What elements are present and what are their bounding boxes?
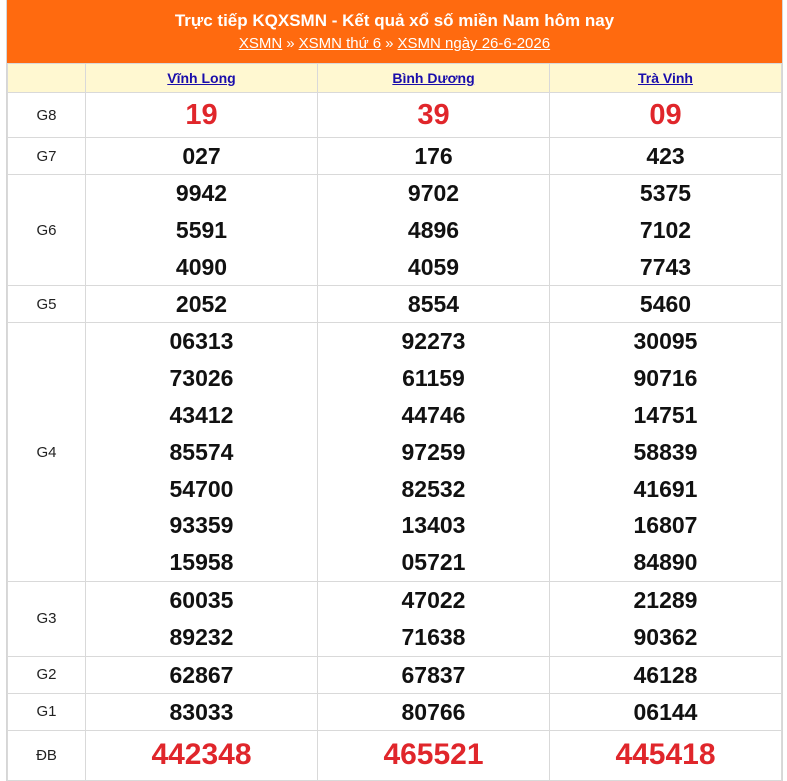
result-number: 39 — [417, 99, 450, 131]
result-number: 61159 — [402, 365, 465, 392]
result-number: 71638 — [401, 623, 466, 650]
result-number: 4059 — [407, 253, 460, 280]
breadcrumb-xsmn-thu6-link[interactable]: XSMN thứ 6 — [298, 35, 382, 52]
result-number: 84890 — [633, 549, 698, 576]
result-number: 92273 — [401, 328, 466, 355]
result-cell — [318, 175, 550, 286]
prize-row — [8, 323, 782, 582]
result-number: 7743 — [639, 253, 692, 280]
prize-row — [8, 581, 782, 656]
result-cell — [86, 323, 318, 582]
result-cell — [550, 693, 782, 730]
breadcrumb-xsmn-link[interactable]: XSMN — [238, 35, 283, 52]
result-cell — [550, 286, 782, 323]
result-number: 41691 — [633, 475, 698, 502]
province-header — [550, 64, 782, 93]
province-link-tra-vinh[interactable]: Trà Vinh — [638, 70, 693, 86]
result-number: 8554 — [407, 291, 460, 318]
result-number: 21289 — [633, 586, 698, 613]
result-cell — [318, 323, 550, 582]
prize-name: G7 — [8, 138, 86, 175]
result-cell — [86, 693, 318, 730]
result-number: 97259 — [401, 438, 466, 465]
results-table — [7, 63, 782, 781]
result-cell — [318, 693, 550, 730]
result-number: 47022 — [401, 586, 466, 613]
result-cell — [318, 656, 550, 693]
prize-row — [8, 693, 782, 730]
result-number: 4090 — [175, 253, 228, 280]
result-number: 5375 — [639, 180, 692, 206]
result-number: 60035 — [169, 586, 234, 613]
result-number: 90362 — [633, 623, 698, 650]
breadcrumb-separator: » — [286, 35, 295, 52]
result-number: 19 — [185, 99, 218, 131]
result-number: 62867 — [169, 661, 234, 688]
result-cell — [86, 286, 318, 323]
result-number: 176 — [414, 143, 453, 169]
prize-name: G3 — [8, 581, 86, 656]
result-number: 30095 — [633, 328, 698, 355]
province-link-binh-duong[interactable]: Bình Dương — [392, 70, 475, 86]
result-number: 5591 — [175, 216, 228, 243]
breadcrumb-xsmn-date-link[interactable]: XSMN ngày 26-6-2026 — [397, 35, 551, 52]
result-number: 423 — [646, 143, 685, 169]
result-number: 4896 — [407, 216, 460, 243]
result-cell — [86, 93, 318, 138]
result-number: 06144 — [633, 698, 698, 725]
prize-name: G4 — [8, 323, 86, 582]
result-number: 445418 — [615, 738, 716, 772]
prize-name: G8 — [8, 93, 86, 138]
result-number: 90716 — [633, 365, 698, 392]
prize-column-header — [8, 64, 86, 93]
result-cell — [86, 138, 318, 175]
results-header — [7, 0, 782, 63]
result-cell — [550, 581, 782, 656]
result-number: 13403 — [401, 512, 466, 539]
result-number: 93359 — [169, 512, 234, 539]
prize-name: ĐB — [8, 730, 86, 780]
result-cell — [550, 93, 782, 138]
result-cell — [550, 730, 782, 780]
result-number: 85574 — [169, 438, 234, 465]
result-number: 2052 — [175, 291, 228, 318]
result-number: 027 — [182, 143, 221, 169]
province-header — [86, 64, 318, 93]
results-panel — [6, 0, 783, 781]
result-number: 46128 — [633, 661, 698, 688]
result-cell — [550, 175, 782, 286]
result-cell — [318, 581, 550, 656]
result-cell — [550, 138, 782, 175]
result-number: 465521 — [383, 738, 484, 772]
result-cell — [86, 581, 318, 656]
result-number: 43412 — [169, 401, 234, 428]
result-number: 73026 — [169, 365, 234, 392]
result-number: 9702 — [407, 180, 460, 206]
prize-row — [8, 286, 782, 323]
result-number: 9942 — [175, 180, 228, 206]
prize-name: G6 — [8, 175, 86, 286]
result-number: 80766 — [401, 698, 466, 725]
breadcrumb — [7, 33, 782, 55]
result-number: 06313 — [169, 328, 234, 355]
result-number: 05721 — [401, 549, 466, 576]
result-number: 58839 — [633, 438, 698, 465]
result-number: 5460 — [639, 291, 692, 318]
result-number: 15958 — [169, 549, 234, 576]
result-cell — [86, 656, 318, 693]
result-cell — [86, 175, 318, 286]
page-title: Trực tiếp KQXSMN - Kết quả xổ số miền Nam hôm nay — [174, 11, 615, 30]
prize-name: G2 — [8, 656, 86, 693]
result-cell — [318, 286, 550, 323]
result-number: 54700 — [169, 475, 234, 502]
result-cell — [318, 138, 550, 175]
result-cell — [318, 93, 550, 138]
result-cell — [86, 730, 318, 780]
result-cell — [550, 323, 782, 582]
result-number: 83033 — [169, 698, 234, 725]
prize-name: G1 — [8, 693, 86, 730]
province-header — [318, 64, 550, 93]
result-number: 89232 — [169, 623, 234, 650]
result-number: 16807 — [633, 512, 698, 539]
result-number: 67837 — [401, 661, 466, 688]
result-number: 82532 — [401, 475, 466, 502]
result-number: 14751 — [633, 401, 698, 428]
prize-row — [8, 730, 782, 780]
result-number: 7102 — [639, 216, 692, 243]
result-number: 09 — [649, 99, 682, 131]
result-number: 44746 — [401, 401, 466, 428]
result-number: 442348 — [151, 738, 252, 772]
province-link-vinh-long[interactable]: Vĩnh Long — [167, 70, 236, 86]
prize-row — [8, 175, 782, 286]
breadcrumb-separator: » — [385, 35, 394, 52]
result-cell — [318, 730, 550, 780]
result-cell — [550, 656, 782, 693]
prize-name: G5 — [8, 286, 86, 323]
province-header-row — [8, 64, 782, 93]
prize-row — [8, 138, 782, 175]
prize-row — [8, 656, 782, 693]
prize-row — [8, 93, 782, 138]
